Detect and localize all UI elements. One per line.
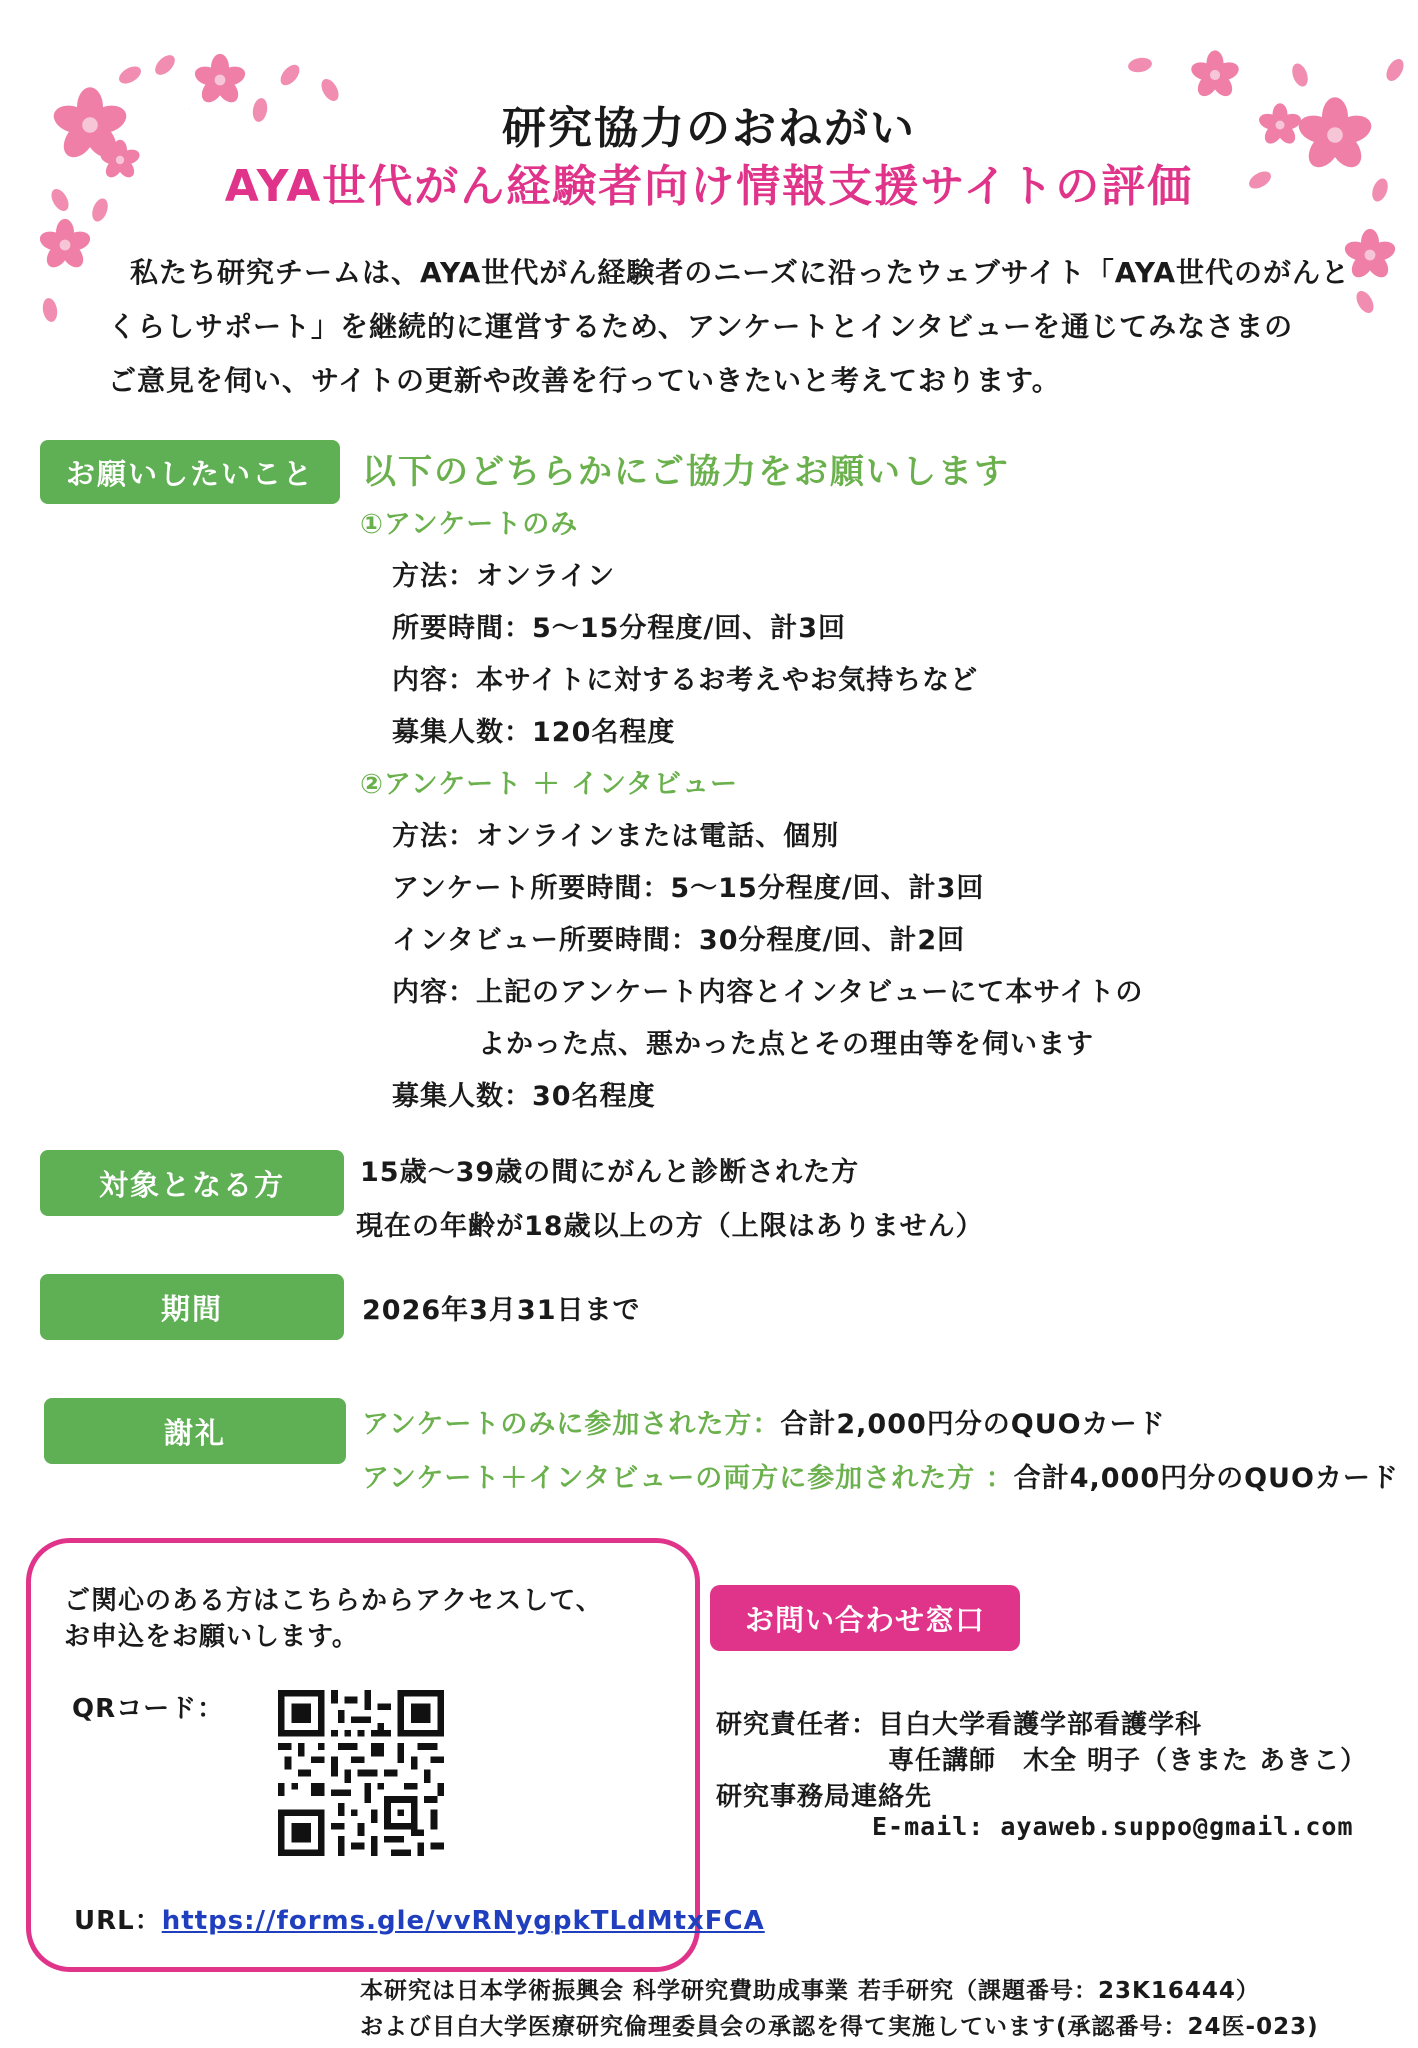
page-subtitle: AYA世代がん経験者向け情報支援サイトの評価 [224,161,1194,212]
application-form-link[interactable]: https://forms.gle/vvRNygpkTLdMtxFCA [161,1906,765,1936]
intro-line: くらしサポート」を継続的に運営するため、アンケートとインタビューを通じてみなさまの [108,310,1294,343]
petal-icon [116,63,144,87]
reward-line2-value: 合計4,000円分のQUOカード [1013,1463,1399,1494]
contact-label: お問い合わせ窓口 [744,1602,985,1637]
reward-line1 [362,1402,1166,1441]
intro-paragraph [108,246,1351,408]
footer-line1: 本研究は日本学術振興会 科学研究費助成事業 若手研究（課題番号：23K16444） [360,1978,1260,2004]
petal-icon [152,52,179,79]
reward-line1-value: 合計2,000円分のQUOカード [780,1409,1166,1440]
page-title: 研究協力のおねがい [502,103,916,154]
target-line: 15歳～39歳の間にがんと診断された方 [360,1157,860,1188]
cherry-blossom-icon [37,219,92,272]
option1-time: 所要時間：5～15分程度/回、計3回 [392,613,847,644]
option2-method: 方法：オンラインまたは電話、個別 [392,821,840,852]
apply-text-2: お申込をお願いします。 [64,1622,359,1652]
apply-text-1: ご関心のある方はこちらからアクセスして、 [64,1586,603,1616]
option1-title: ①アンケートのみ [360,509,579,540]
reward-label-box [44,1398,346,1464]
target-line: 現在の年齢が18歳以上の方（上限はありません） [356,1211,984,1242]
option2-interview-time: インタビュー所要時間：30分程度/回、計2回 [392,925,966,956]
contact-line1: 研究責任者：目白大学看護学部看護学科 [716,1710,1203,1740]
option2-content-cont: よかった点、悪かった点とその理由等を伺います [478,1029,1094,1060]
target-label: 対象となる方 [98,1167,285,1202]
intro-line: 私たち研究チームは、AYA世代がん経験者のニーズに沿ったウェブサイト「AYA世代のがんと [130,256,1351,289]
reward-line1-label: アンケートのみに参加された方： [362,1409,781,1440]
petal-icon [41,297,59,323]
footer-line2: および目白大学医療研究倫理委員会の承認を得て実施しています(承認番号：24医-023) [360,2014,1319,2040]
url-label: URL： [74,1906,162,1936]
period-label-box [40,1274,344,1340]
qr-code-icon[interactable] [278,1690,444,1856]
request-label: お願いしたいこと [65,456,314,491]
period-label: 期間 [160,1291,223,1326]
option1-method: 方法：オンライン [392,561,616,592]
qr-label: QRコード： [72,1694,225,1724]
contact-line3: 研究事務局連絡先 [716,1782,933,1812]
option2-recruit: 募集人数：30名程度 [392,1081,656,1112]
target-label-box [40,1150,344,1216]
option2-survey-time: アンケート所要時間：5～15分程度/回、計3回 [392,873,985,904]
intro-line: ご意見を伺い、サイトの更新や改善を行っていきたいと考えております。 [108,364,1061,397]
contact-line2: 専任講師 木全 明子（きまた あきこ） [888,1746,1368,1776]
period-value: 2026年3月31日まで [362,1295,641,1326]
contact-label-box [710,1585,1020,1651]
option2-content: 内容：上記のアンケート内容とインタビューにて本サイトの [392,977,1144,1008]
option1-recruit: 募集人数：120名程度 [392,717,676,748]
reward-label: 謝礼 [163,1415,226,1450]
reward-line2 [362,1456,1399,1495]
option2-title: ②アンケート ＋ インタビュー [360,769,738,800]
option1-content: 内容：本サイトに対するお考えやお気持ちなど [392,665,979,696]
request-heading: 以下のどちらかにご協力をお願いします [362,452,1010,492]
reward-line2-label: アンケート＋インタビューの両方に参加された方 ： [362,1463,1014,1494]
request-label-box [40,440,340,504]
contact-email[interactable]: E-mail: ayaweb.suppo@gmail.com [872,1812,1354,1841]
url-row [74,1900,765,1937]
